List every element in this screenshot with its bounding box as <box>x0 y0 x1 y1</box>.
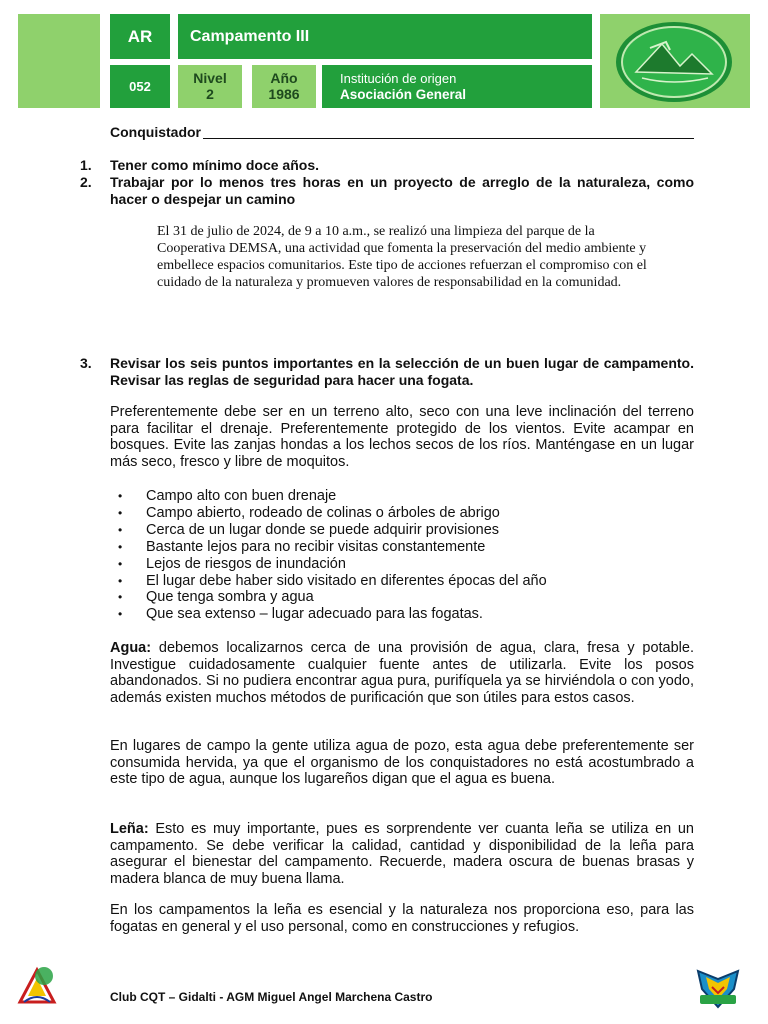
year-label: Año <box>270 70 298 86</box>
list-item: • Campo abierto, rodeado de colinas o árboles de abrigo <box>118 505 547 522</box>
terrain-paragraph: Preferentemente debe ser en un terreno alto, seco con una leve inclinación del terreno para facilitar el drenaje. Preferentemente protegido de los vientos. Evite acampar en bosques. Evite las zanjas hondas a los lechos secos de los ríos. Manténgase en un lugar más seco, fresco y libre de moquitos. <box>110 404 694 470</box>
header-left-block <box>18 14 100 108</box>
name-underline[interactable] <box>203 138 694 139</box>
firewood-label: Leña: <box>110 821 149 837</box>
institution-box <box>322 65 592 108</box>
well-water-paragraph: En lugares de campo la gente utiliza agua de pozo, esta agua debe preferentemente ser consumida hervida, ya que el organismo de los conquistadores no está acostumbrado a este tipo de agua, aunque los lugareños digan que el agua es buena. <box>110 738 694 787</box>
req-1-number: 1. <box>80 157 92 173</box>
pathfinder-logo-icon <box>14 962 60 1008</box>
level-label: Nivel <box>193 70 227 86</box>
conquistador-label: Conquistador <box>110 124 201 140</box>
firewood-usage-paragraph: En los campamentos la leña es esencial y la naturaleza nos proporciona eso, para las fogatas en general y el uso personal, como en construcciones y refugios. <box>110 902 694 935</box>
year-box <box>252 65 316 108</box>
specialty-number: 052 <box>110 65 170 108</box>
level-box <box>178 65 242 108</box>
list-item: • Campo alto con buen drenaje <box>118 488 547 505</box>
footer-credit: Club CQT – Gidalti - AGM Miguel Angel Marchena Castro <box>110 990 433 1004</box>
list-item: • Que tenga sombra y agua <box>118 589 547 606</box>
camping-badge-icon <box>614 20 734 104</box>
firewood-text: Esto es muy importante, pues es sorprendente ver cuanta leña se utiliza en un campamento. Se debe verificar la calidad, cantidad y disponibilidad de la leña para asegurar el bienestar del campamento. Recuerde, madera oscura de buenas brasas y madera blanca de muy buena llama. <box>110 821 694 887</box>
req-1-text: Tener como mínimo doce años. <box>110 157 320 173</box>
req-3-number: 3. <box>80 355 92 371</box>
list-item: • Que sea extenso – lugar adecuado para las fogatas. <box>118 606 547 623</box>
req-2-number: 2. <box>80 174 92 190</box>
gidalti-club-logo-icon <box>694 965 742 1011</box>
water-text: debemos localizarnos cerca de una provisión de agua, clara, fresa y potable. Investigue cuidadosamente cualquier fuente antes de utilizarla. Evite los posos abandonados. Si no pudiera encontrar agua pura, purifíquela ya se hirviéndola o con yodo, además existen muchos métodos de purificación que son útiles para estos casos. <box>110 640 694 706</box>
req-2-text: Trabajar por lo menos tres horas en un proyecto de arreglo de la naturaleza, como hacer o despejar un camino <box>110 174 694 207</box>
water-label: Agua: <box>110 640 152 656</box>
institution-value: Asociación General <box>340 87 467 102</box>
year-value: 1986 <box>268 86 300 102</box>
institution-label: Institución de origen <box>340 71 457 86</box>
site-checklist <box>118 488 547 623</box>
area-code: AR <box>110 14 170 59</box>
page-title: Campamento III <box>178 14 592 59</box>
level-value: 2 <box>206 86 214 102</box>
water-paragraph <box>110 640 694 706</box>
firewood-paragraph <box>110 821 694 887</box>
list-item: • Cerca de un lugar donde se puede adquirir provisiones <box>118 522 547 539</box>
list-item: • El lugar debe haber sido visitado en diferentes épocas del año <box>118 573 547 590</box>
req-3-text: Revisar los seis puntos importantes en la selección de un buen lugar de campamento. Revisar las reglas de seguridad para hacer una fogata. <box>110 355 694 388</box>
req-2-answer: El 31 de julio de 2024, de 9 a 10 a.m., se realizó una limpieza del parque de la Cooperativa DEMSA, una actividad que fomenta la preservación del medio ambiente y embellece espacios comunitarios. Este tipo de acciones refuerzan el compromiso con el cuidado de la naturaleza y promueven valores de responsabilidad en la comunidad. <box>157 224 647 290</box>
conquistador-line <box>110 124 694 141</box>
list-item: • Lejos de riesgos de inundación <box>118 556 547 573</box>
list-item: • Bastante lejos para no recibir visitas constantemente <box>118 539 547 556</box>
